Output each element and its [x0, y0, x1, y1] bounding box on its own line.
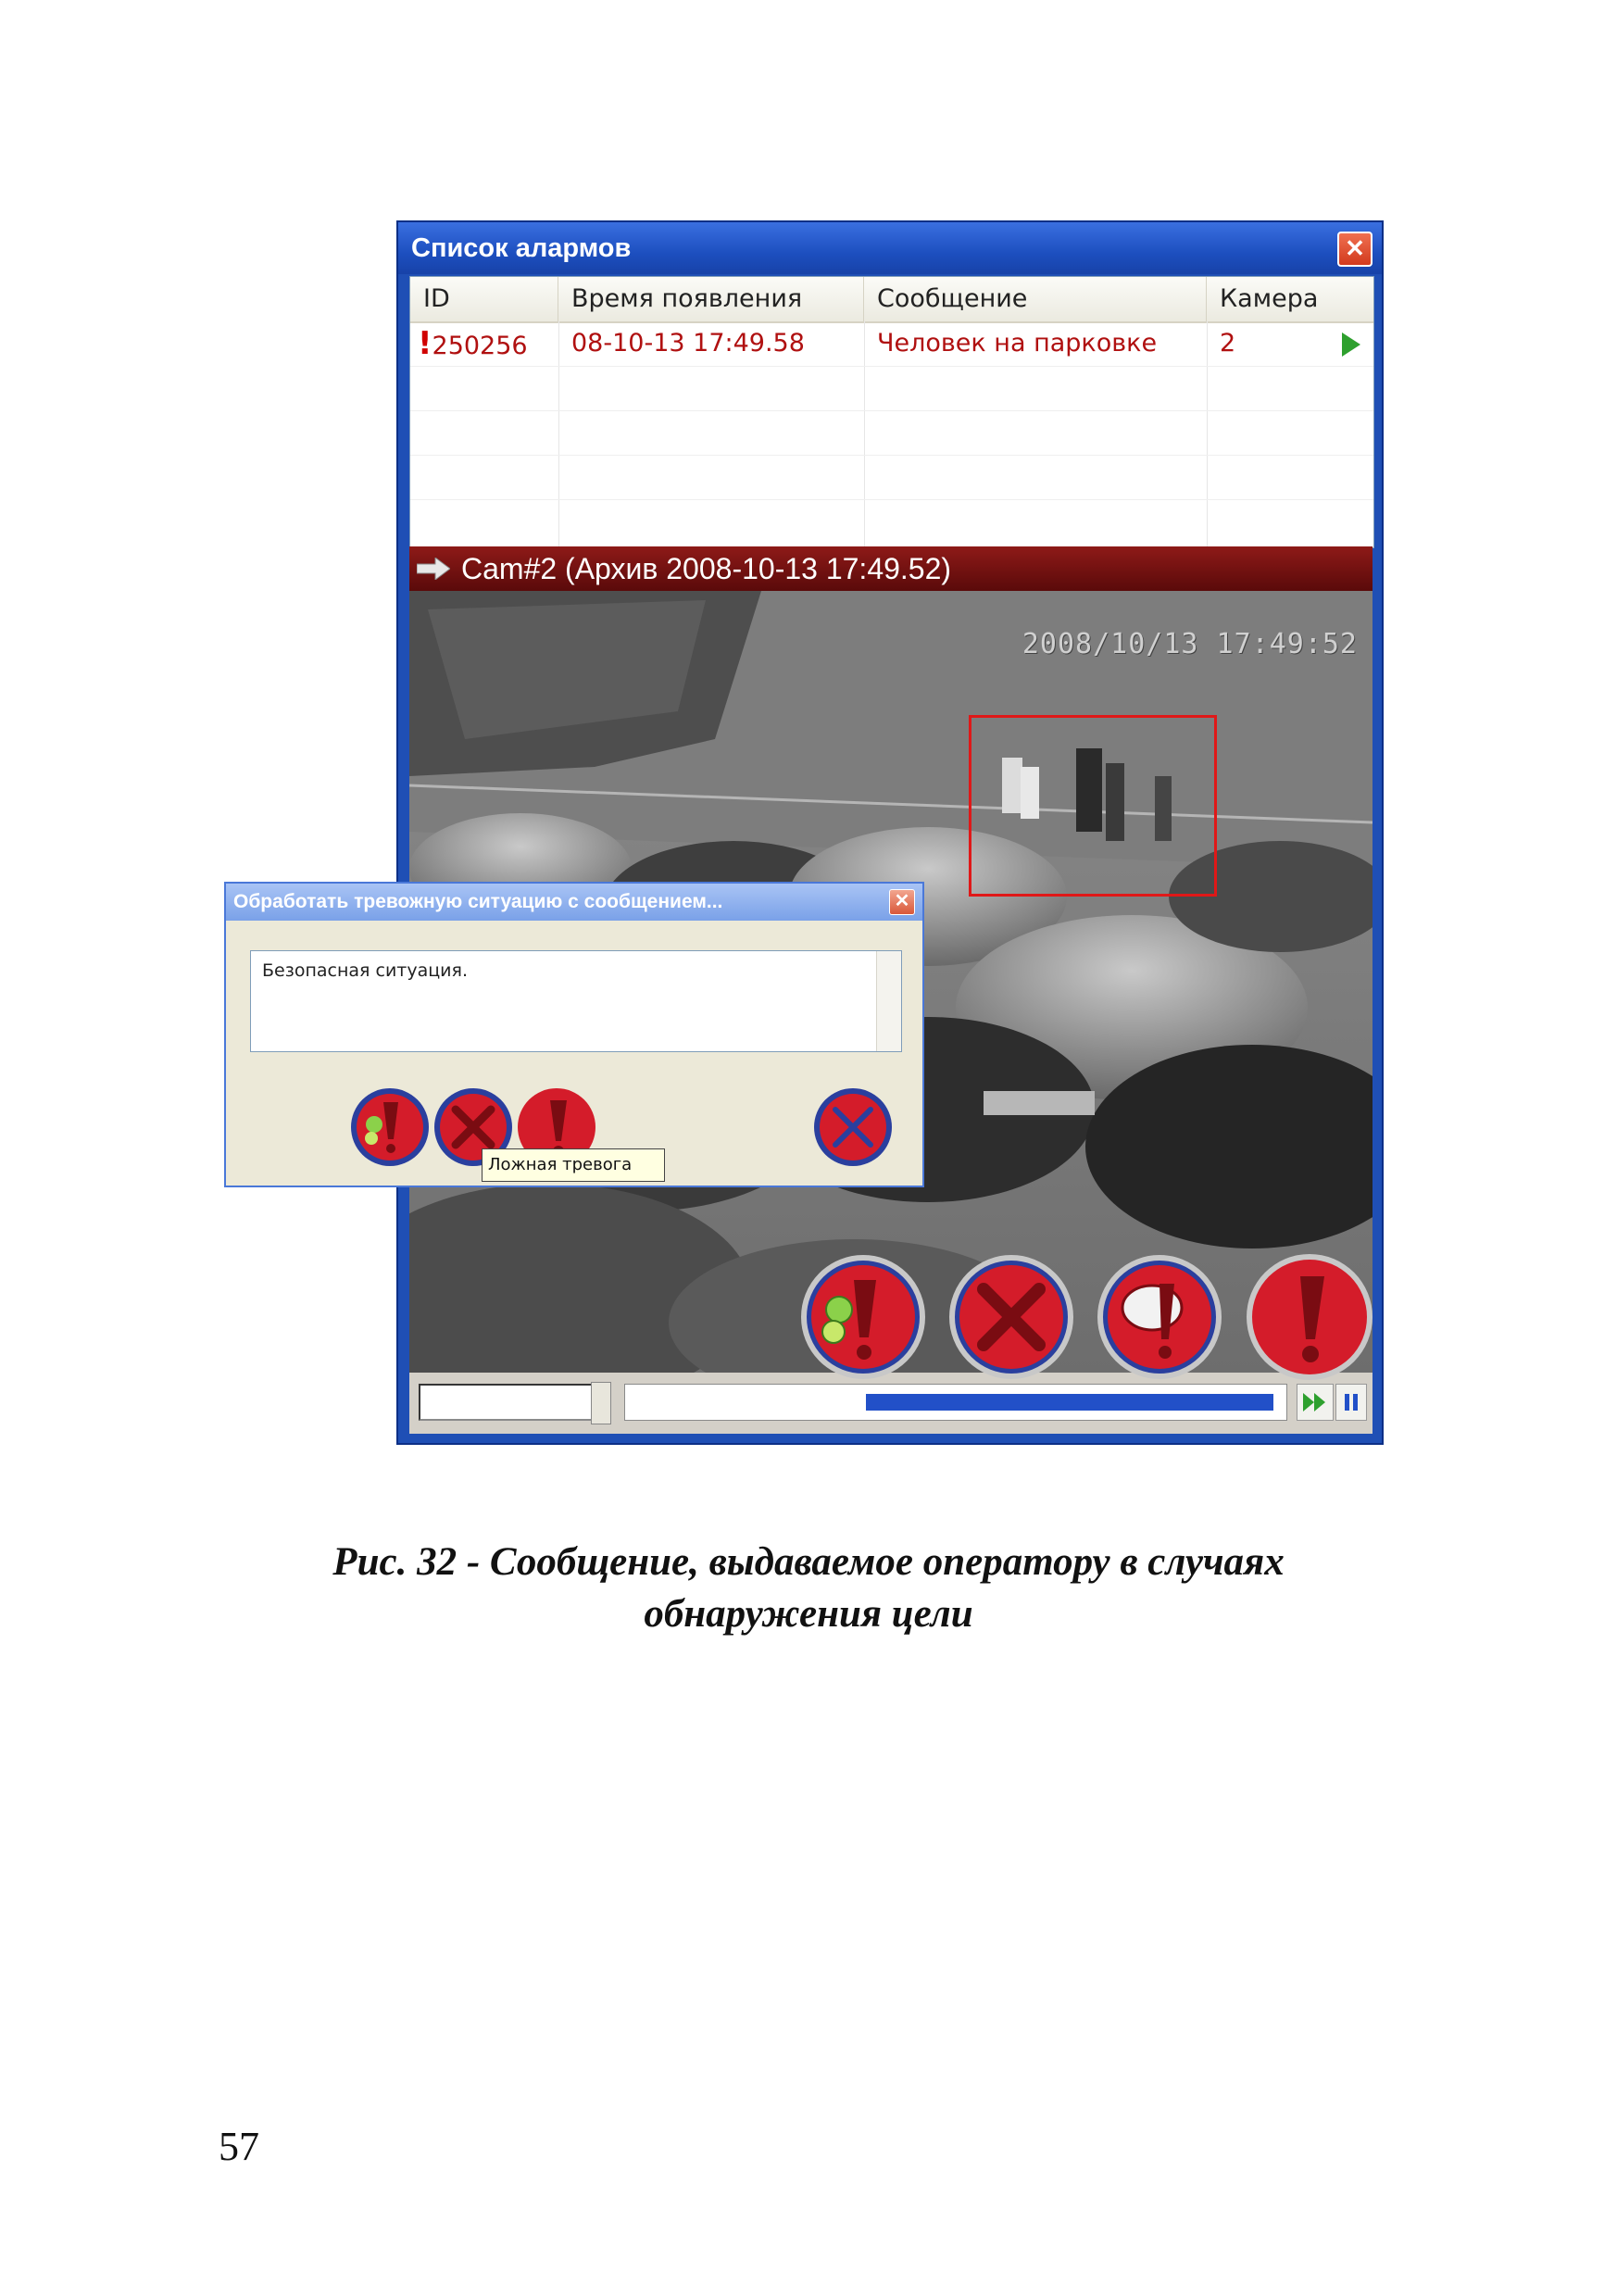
acknowledge-alarm-icon[interactable]: [798, 1252, 928, 1382]
table-row[interactable]: [410, 321, 1373, 367]
arrow-right-icon: [417, 558, 450, 580]
slider-handle[interactable]: [591, 1382, 611, 1424]
playback-progress[interactable]: [624, 1384, 1287, 1421]
column-header-message[interactable]: Сообщение: [864, 277, 1207, 321]
table-row: [410, 410, 1373, 456]
process-alarm-dialog: [224, 882, 924, 1187]
time-input[interactable]: [419, 1384, 604, 1421]
alarm-list-titlebar: [398, 222, 1382, 274]
alarm-camera-cell: 2: [1220, 329, 1236, 358]
column-header-id[interactable]: ID: [410, 277, 558, 321]
column-header-camera[interactable]: Камера: [1220, 284, 1319, 313]
dialog-scrollbar[interactable]: [876, 951, 901, 1051]
progress-fill: [866, 1394, 1273, 1411]
dialog-message-text: Безопасная ситуация.: [262, 960, 468, 981]
alarm-icon[interactable]: [1241, 1248, 1378, 1386]
table-row: [410, 366, 1373, 411]
dialog-close-button[interactable]: ✕: [889, 889, 915, 915]
fast-forward-button[interactable]: [1297, 1384, 1334, 1421]
figure-caption-line-2: обнаружения цели: [644, 1592, 973, 1636]
dialog-message-textarea[interactable]: [250, 950, 902, 1052]
camera-title-bar: [409, 546, 1373, 591]
acknowledge-alarm-icon[interactable]: [348, 1085, 432, 1169]
dialog-title: Обработать тревожную ситуацию с сообщением...: [226, 884, 922, 921]
pause-icon: [1336, 1385, 1366, 1420]
fast-forward-icon: [1297, 1385, 1333, 1420]
alarm-id: 250256: [432, 332, 528, 360]
alarm-table-header: [410, 277, 1373, 323]
alarm-message-cell: Человек на парковке: [877, 329, 1158, 358]
pause-button[interactable]: [1335, 1384, 1367, 1421]
page-number: 57: [219, 2124, 259, 2169]
false-alarm-icon[interactable]: [946, 1252, 1076, 1382]
detection-box: [969, 715, 1217, 897]
alarm-list-title: Список алармов: [411, 233, 632, 263]
play-icon[interactable]: [1342, 332, 1360, 357]
tooltip: Ложная тревога: [482, 1148, 665, 1182]
table-row: [410, 455, 1373, 500]
alarm-id-cell: [410, 321, 558, 366]
alarm-table: [409, 276, 1374, 548]
close-button[interactable]: ✕: [1337, 232, 1373, 267]
camera-title: Cam#2 (Архив 2008-10-13 17:49.52): [461, 552, 952, 585]
comment-alarm-icon[interactable]: [1095, 1252, 1224, 1382]
alarm-exclamation-icon: !: [418, 325, 432, 362]
alarm-time-cell: 08-10-13 17:49.58: [571, 329, 805, 358]
cancel-icon[interactable]: [811, 1085, 895, 1169]
column-header-time[interactable]: Время появления: [558, 277, 864, 321]
video-timestamp: 2008/10/13 17:49:52: [1022, 628, 1358, 660]
figure-caption-line-1: Рис. 32 - Сообщение, выдаваемое оператору в случаях: [332, 1540, 1285, 1584]
